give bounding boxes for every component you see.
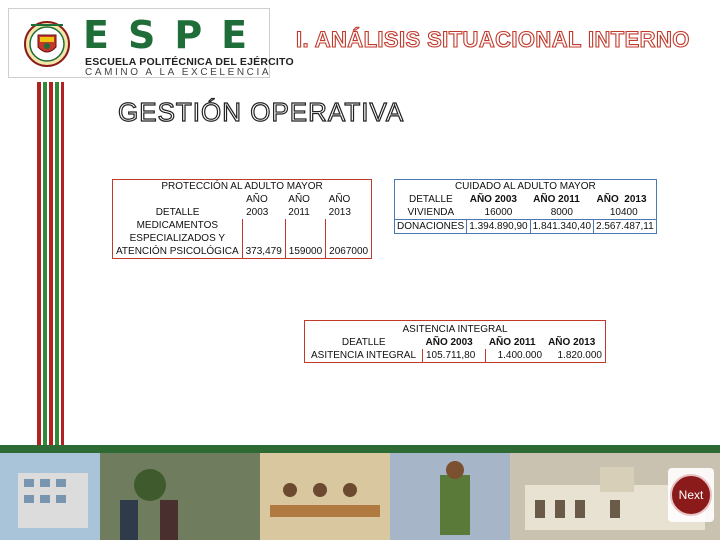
- cuidado-row-1-val-2: 2.567.487,11: [594, 220, 657, 234]
- asistencia-row-0-val-0: 105.711,80: [423, 349, 486, 363]
- section-title: GESTIÓN OPERATIVA: [118, 97, 405, 127]
- cuidado-header-1: AÑO 2003: [469, 194, 517, 205]
- asistencia-header-3: AÑO 2013: [545, 336, 605, 349]
- proteccion-row-label-line-1: ESPECIALIZADOS Y: [129, 233, 226, 244]
- cuidado-row-0-val-2: 10400: [594, 206, 657, 220]
- asistencia-table: [304, 320, 606, 363]
- cuidado-row-0-val-0: 16000: [484, 207, 513, 218]
- campus-photo-band: [0, 445, 720, 540]
- asistencia-row-0-val-1: 1.400.000: [486, 349, 545, 363]
- asistencia-header-1: AÑO 2003: [425, 337, 473, 348]
- asistencia-row-0-label: ASITENCIA INTEGRAL: [305, 349, 423, 363]
- cuidado-row-1-label: DONACIONES: [395, 220, 467, 234]
- asistencia-row-0-val-2: 1.820.000: [545, 349, 605, 363]
- cuidado-header-2: AÑO 2011: [533, 194, 580, 205]
- proteccion-row-label-line-2: ATENCIÓN PSICOLÓGICA: [116, 246, 239, 257]
- cuidado-row-0-label: VIVIENDA: [395, 206, 467, 220]
- proteccion-year-header-2: AÑO: [326, 193, 372, 206]
- cuidado-header-0: DETALLE: [395, 193, 467, 206]
- proteccion-year-0: 2003: [246, 207, 269, 218]
- asistencia-header-2: AÑO 2011: [488, 337, 536, 348]
- asistencia-header-0: DEATLLE: [305, 336, 423, 349]
- cuidado-row-1-val-0: 1.394.890,90: [467, 220, 530, 234]
- brand-motto: CAMINO A LA EXCELENCIA: [85, 67, 272, 78]
- proteccion-year-header-1: AÑO: [288, 194, 310, 205]
- page-title: I. ANÁLISIS SITUACIONAL INTERNO: [296, 27, 690, 52]
- brand-letters: ESPE: [83, 13, 267, 57]
- proteccion-title: PROTECCIÓN AL ADULTO MAYOR: [113, 180, 372, 194]
- asistencia-title: ASITENCIA INTEGRAL: [305, 321, 606, 337]
- brand-subtitle: ESCUELA POLITÉCNICA DEL EJÉRCITO: [85, 56, 294, 68]
- proteccion-value-1: 159000: [285, 219, 325, 259]
- next-button-label: Next: [678, 488, 704, 502]
- cuidado-row-0-val-1: 8000: [550, 207, 573, 218]
- proteccion-row-label-line-0: MEDICAMENTOS: [136, 220, 219, 231]
- proteccion-year-header-0: AÑO: [246, 194, 268, 205]
- proteccion-year-2: 2013: [326, 206, 372, 219]
- cuidado-table: [394, 179, 657, 234]
- cuidado-header-3: AÑO 2013: [594, 193, 657, 206]
- next-button[interactable]: [668, 468, 714, 522]
- espe-logo: [8, 8, 294, 78]
- proteccion-year-1: 2011: [288, 207, 310, 218]
- university-shield-icon: [23, 15, 71, 73]
- decorative-stripes: [35, 82, 65, 452]
- proteccion-value-2: 2067000: [326, 219, 372, 259]
- cuidado-row-1-val-1: 1.841.340,40: [530, 220, 593, 234]
- proteccion-table: [112, 179, 372, 259]
- proteccion-value-0: 373,479: [242, 219, 285, 259]
- proteccion-col-detail: DETALLE: [113, 193, 243, 219]
- cuidado-title: CUIDADO AL ADULTO MAYOR: [395, 180, 657, 194]
